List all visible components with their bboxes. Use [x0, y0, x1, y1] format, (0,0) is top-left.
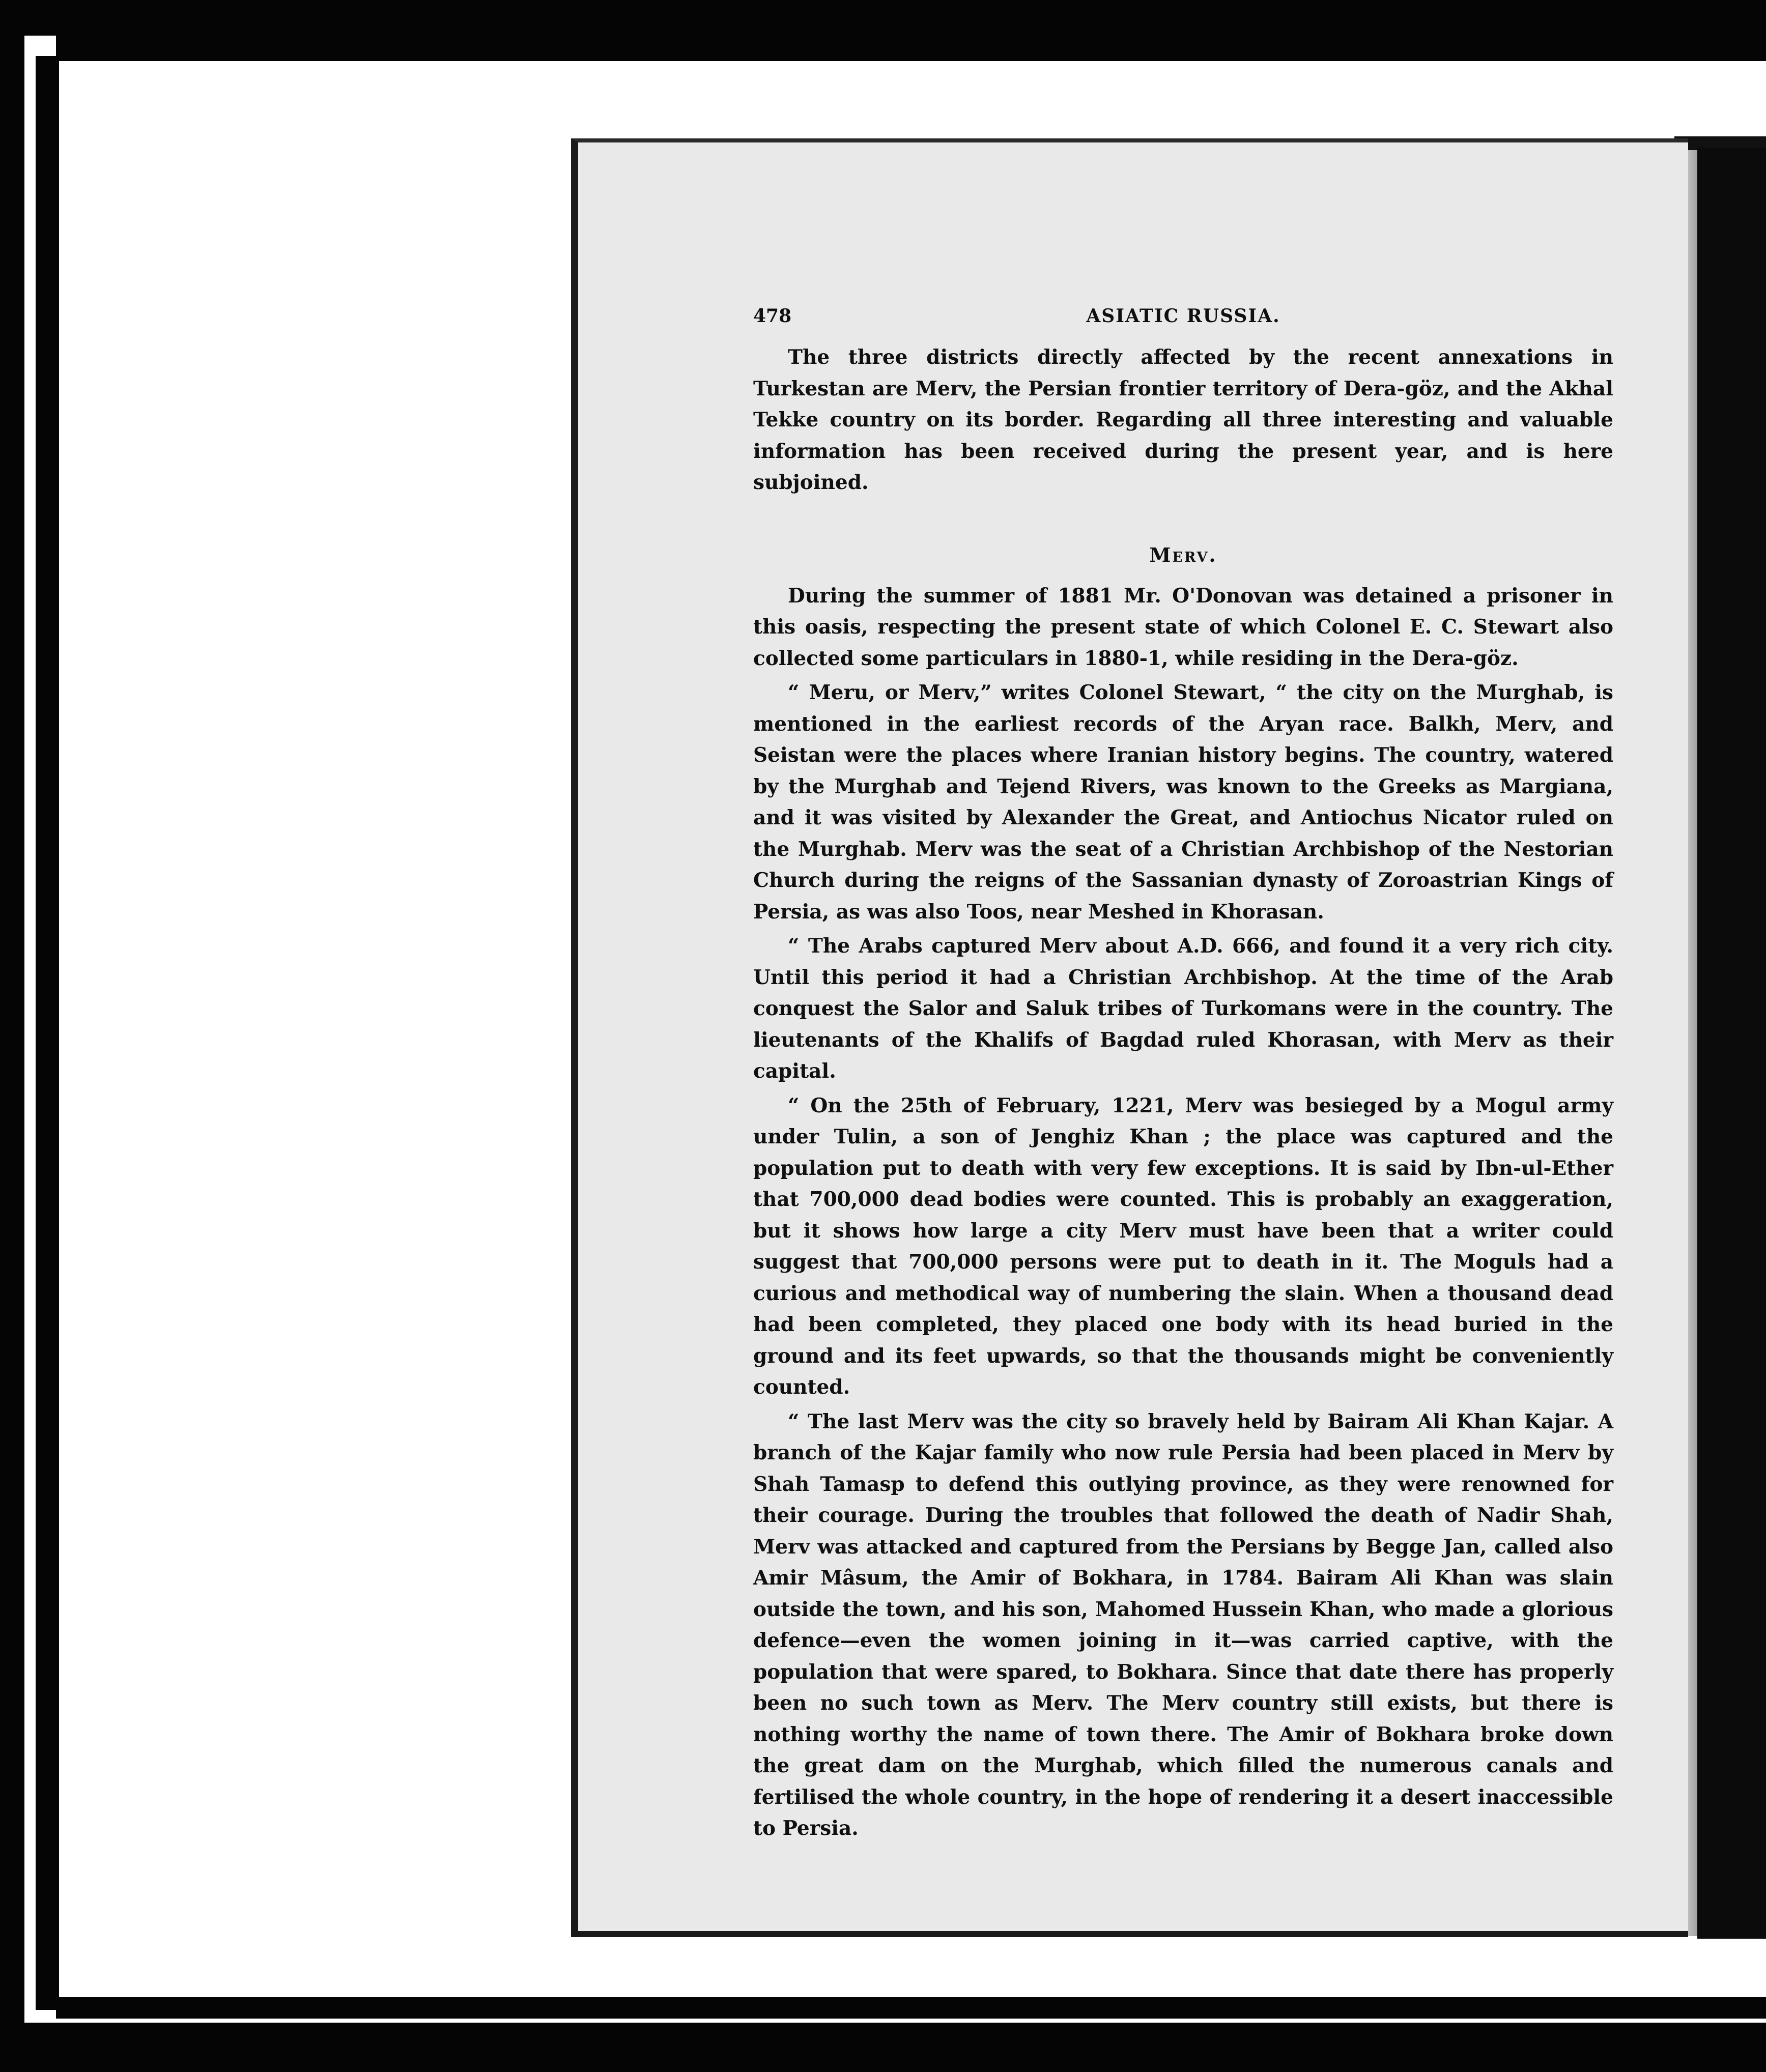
body-paragraph: “ The Arabs captured Merv about A.D. 666, and found it a very rich city. Until this period it had a Christian Archbishop. At the time of the Arab conquest the Salor and Saluk tribes of Turkomans were in the country. The lieutenants of the Khalifs of Bagdad ruled Khorasan, with Merv as their capital. — [753, 934, 1613, 1083]
film-border-left — [0, 0, 24, 2072]
page-number: 478 — [753, 305, 792, 327]
film-border-bottom — [0, 2023, 1766, 2072]
section-heading: Merv. — [1149, 543, 1217, 566]
body-paragraph: “ The last Merv was the city so bravely held by Bairam Ali Khan Kajar. A branch of the Kajar family who now rule Persia had been placed in Merv by Shah Tamasp to defend this outlying province, as they were renowned for their courage. During the troubles that followed the death of Nadir Shah, Merv was attacked and captured from the Persians by Begge Jan, called also Amir Mâsum, the Amir of Bokhara, in 1784. Bairam Ali Khan was slain outside the town, and his son, Mahomed Hussein Khan, who made a glorious defence—even the women joining in it—was carried captive, with the population that were spared, to Bokhara. Since that date there has properly been no such town as Merv. The Merv country still exists, but there is nothing worthy the name of town there. The Amir of Bokhara broke down the great dam on the Murghab, which filled the numerous canals and fertilised the whole country, in the hope of rendering it a desert inaccessible to Persia. — [753, 1409, 1613, 1840]
body-paragraph: “ On the 25th of February, 1221, Merv was besieged by a Mogul army under Tulin, a son of Jenghiz Khan ; the place was captured and the population put to death with very few exceptions. It is said by Ibn-ul-Ether that 700,000 dead bodies were counted. This is probably an exaggeration, but it shows how large a city Merv must have been that a writer could suggest that 700,000 persons were put to death in it. The Moguls had a curious and methodical way of numbering the slain. When a thousand dead had been completed, they placed one body with its head buried in the ground and its feet upwards, so that the thousands might be conveniently counted. — [753, 1093, 1613, 1399]
next-page-edge — [1697, 148, 1766, 1939]
running-head — [753, 305, 1613, 346]
page-content — [753, 305, 1613, 1845]
body-paragraph: “ Meru, or Merv,” writes Colonel Stewart, “ the city on the Murghab, is mentioned in the earliest records of the Aryan race. Balkh, Merv, and Seistan were the places where Iranian history begins. The country, watered by the Murghab and Tejend Rivers, was known to the Greeks as Margiana, and it was visited by Alexander the Great, and Antiochus Nicator ruled on the Murghab. Merv was the seat of a Christian Archbishop of the Nestorian Church during the reigns of the Sassanian dynasty of Zoroastrian Kings of Persia, as was also Toos, near Meshed in Khorasan. — [753, 681, 1613, 924]
body-paragraph: During the summer of 1881 Mr. O'Donovan was detained a prisoner in this oasis, respecting the present state of which Colonel E. C. Stewart also collected some particulars in 1880-1, while residing in the Dera-göz. — [753, 584, 1613, 670]
intro-paragraph: The three districts directly affected by the recent annexations in Turkestan are Merv, the Persian frontier territory of Dera-göz, and the Akhal Tekke country on its border. Regarding all three interesting and valuable information has been received during the present year, and is here subjoined. — [753, 346, 1613, 494]
film-border-bottom-inner — [56, 1997, 1766, 2019]
film-border-top — [0, 0, 1766, 36]
running-head-title: ASIATIC RUSSIA. — [1086, 305, 1280, 327]
film-border-left-inner — [36, 56, 59, 2010]
film-border-top-inner — [56, 36, 1766, 61]
